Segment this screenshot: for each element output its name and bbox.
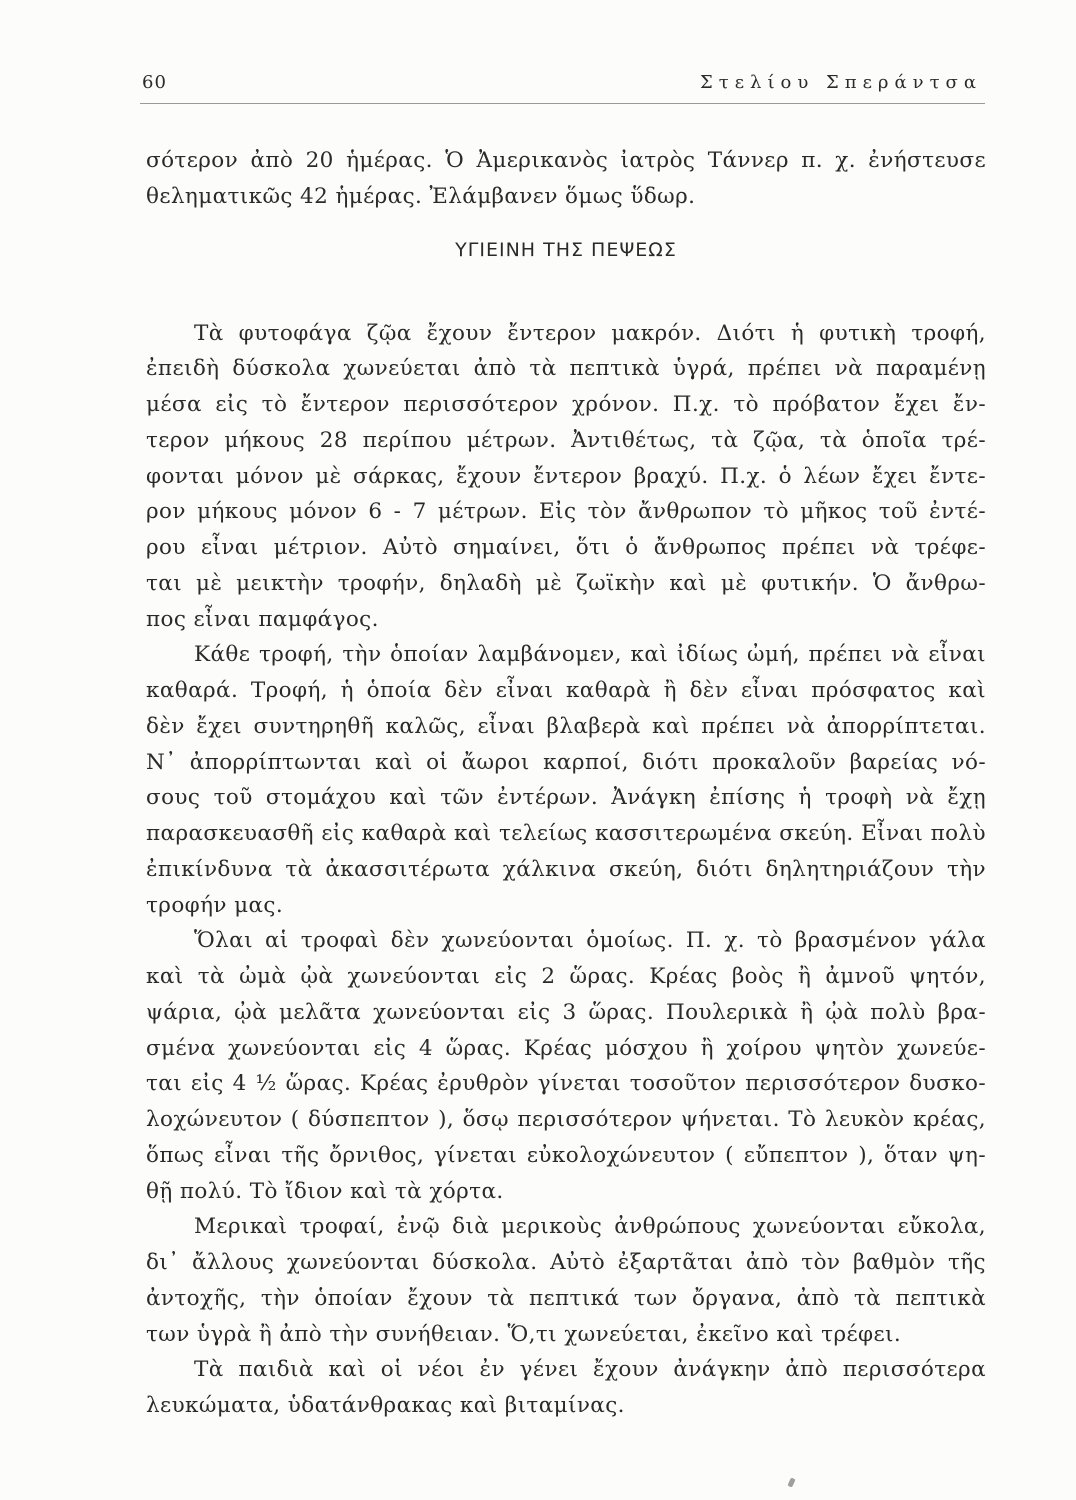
text-line: ἐπικίνδυνα τὰ ἀκασσιτέρωτα χάλκινα σκεύη, διότι δηλητηριάζουν τὴν <box>146 857 986 882</box>
text-line: παρασκευασθῆ εἰς καθαρὰ καὶ τελείως κασσιτερωμένα σκεύη. Εἶναι πολὺ <box>146 821 986 846</box>
header-rule <box>140 103 985 104</box>
text-line: σους τοῦ στομάχου καὶ τῶν ἐντέρων. Ἀνάγκη ἐπίσης ἡ τροφὴ νὰ ἔχῃ <box>146 785 986 810</box>
text-line: Ν᾽ ἀπορρίπτωνται καὶ οἱ ἄωροι καρποί, διότι προκαλοῦν βαρείας νό- <box>146 750 986 775</box>
ink-speck <box>787 1477 795 1487</box>
text-line: θεληματικῶς 42 ἡμέρας. Ἐλάμβανεν ὅμως ὕδωρ. <box>146 184 696 209</box>
text-line: σμένα χωνεύονται εἰς 4 ὥρας. Κρέας μόσχου ἢ χοίρου ψητὸν χωνεύε- <box>146 1036 986 1061</box>
page-number: 60 <box>142 72 167 93</box>
text-line: ψάρια, ᾠὰ μελᾶτα χωνεύονται εἰς 3 ὥρας. Πουλερικὰ ἢ ᾠὰ πολὺ βρα- <box>146 1000 986 1025</box>
section-heading: ΥΓΙΕΙΝΗ ΤΗΣ ΠΕΨΕΩΣ <box>455 239 677 261</box>
text-line: ρου εἶναι μέτριον. Αὐτὸ σημαίνει, ὅτι ὁ ἄνθρωπος πρέπει νὰ τρέφε- <box>146 535 986 560</box>
running-head <box>142 72 982 102</box>
text-line: Τὰ παιδιὰ καὶ οἱ νέοι ἐν γένει ἔχουν ἀνάγκην ἀπὸ περισσότερα <box>194 1357 986 1382</box>
text-line: φονται μόνον μὲ σάρκας, ἔχουν ἔντερον βραχύ. Π.χ. ὁ λέων ἔχει ἔντε- <box>146 464 986 489</box>
text-line: Κάθε τροφή, τὴν ὁποίαν λαμβάνομεν, καὶ ἰδίως ὠμή, πρέπει νὰ εἶναι <box>194 642 986 667</box>
text-line: λοχώνευτον ( δύσπεπτον ), ὅσῳ περισσότερον ψήνεται. Τὸ λευκὸν κρέας, <box>146 1107 986 1132</box>
text-line: Τὰ φυτοφάγα ζῷα ἔχουν ἔντερον μακρόν. Διότι ἡ φυτικὴ τροφή, <box>194 321 986 346</box>
text-line: ἐπειδὴ δύσκολα χωνεύεται ἀπὸ τὰ πεπτικὰ ὑγρά, πρέπει νὰ παραμένῃ <box>146 356 986 381</box>
text-line: τροφήν μας. <box>146 893 284 918</box>
text-line: καὶ τὰ ὠμὰ ᾠὰ χωνεύονται εἰς 2 ὥρας. Κρέας βοὸς ἢ ἀμνοῦ ψητόν, <box>146 964 986 989</box>
running-title: Στελίου Σπεράντσα <box>700 72 982 93</box>
text-line: των ὑγρὰ ἢ ἀπὸ τὴν συνήθειαν. Ὅ,τι χωνεύεται, ἐκεῖνο καὶ τρέφει. <box>146 1322 902 1347</box>
text-line: καθαρά. Τροφή, ἡ ὁποία δὲν εἶναι καθαρὰ ἢ δὲν εἶναι πρόσφατος καὶ <box>146 678 986 703</box>
text-line: μέσα εἰς τὸ ἔντερον περισσότερον χρόνον. Π.χ. τὸ πρόβατον ἔχει ἔν- <box>146 392 986 417</box>
text-line: ρον μήκους μόνον 6 - 7 μέτρων. Εἰς τὸν ἄνθρωπον τὸ μῆκος τοῦ ἐντέ- <box>146 499 986 524</box>
text-line: λευκώματα, ὑδατάνθρακας καὶ βιταμίνας. <box>146 1393 625 1418</box>
text-line: ὅπως εἶναι τῆς ὄρνιθος, γίνεται εὐκολοχώνευτον ( εὔπεπτον ), ὅταν ψη- <box>146 1143 986 1168</box>
text-line: θῇ πολύ. Τὸ ἴδιον καὶ τὰ χόρτα. <box>146 1179 504 1204</box>
text-line: ται μὲ μεικτὴν τροφήν, δηλαδὴ μὲ ζωϊκὴν καὶ μὲ φυτικήν. Ὁ ἄνθρω- <box>146 571 986 596</box>
text-line: πος εἶναι παμφάγος. <box>146 607 379 632</box>
text-line: Μερικαὶ τροφαί, ἐνῷ διὰ μερικοὺς ἀνθρώπους χωνεύονται εὔκολα, <box>194 1214 986 1239</box>
text-line: σότερον ἀπὸ 20 ἡμέρας. Ὁ Ἀμερικανὸς ἰατρὸς Τάννερ π. χ. ἐνήστευσε <box>146 148 986 173</box>
text-line: δὲν ἔχει συντηρηθῆ καλῶς, εἶναι βλαβερὰ καὶ πρέπει νὰ ἀπορρίπτεται. <box>146 714 986 739</box>
text-line: Ὅλαι αἱ τροφαὶ δὲν χωνεύονται ὁμοίως. Π. χ. τὸ βρασμένον γάλα <box>194 928 986 953</box>
text-line: ται εἰς 4 ½ ὥρας. Κρέας ἐρυθρὸν γίνεται τοσοῦτον περισσότερον δυσκο- <box>146 1071 986 1096</box>
text-line: ἀντοχῆς, τὴν ὁποίαν ἔχουν τὰ πεπτικά των ὄργανα, ἀπὸ τὰ πεπτικὰ <box>146 1286 986 1311</box>
text-line: τερον μήκους 28 περίπου μέτρων. Ἀντιθέτως, τὰ ζῷα, τὰ ὁποῖα τρέ- <box>146 428 986 453</box>
text-line: δι᾽ ἄλλους χωνεύονται δύσκολα. Αὐτὸ ἐξαρτᾶται ἀπὸ τὸν βαθμὸν τῆς <box>146 1250 986 1275</box>
